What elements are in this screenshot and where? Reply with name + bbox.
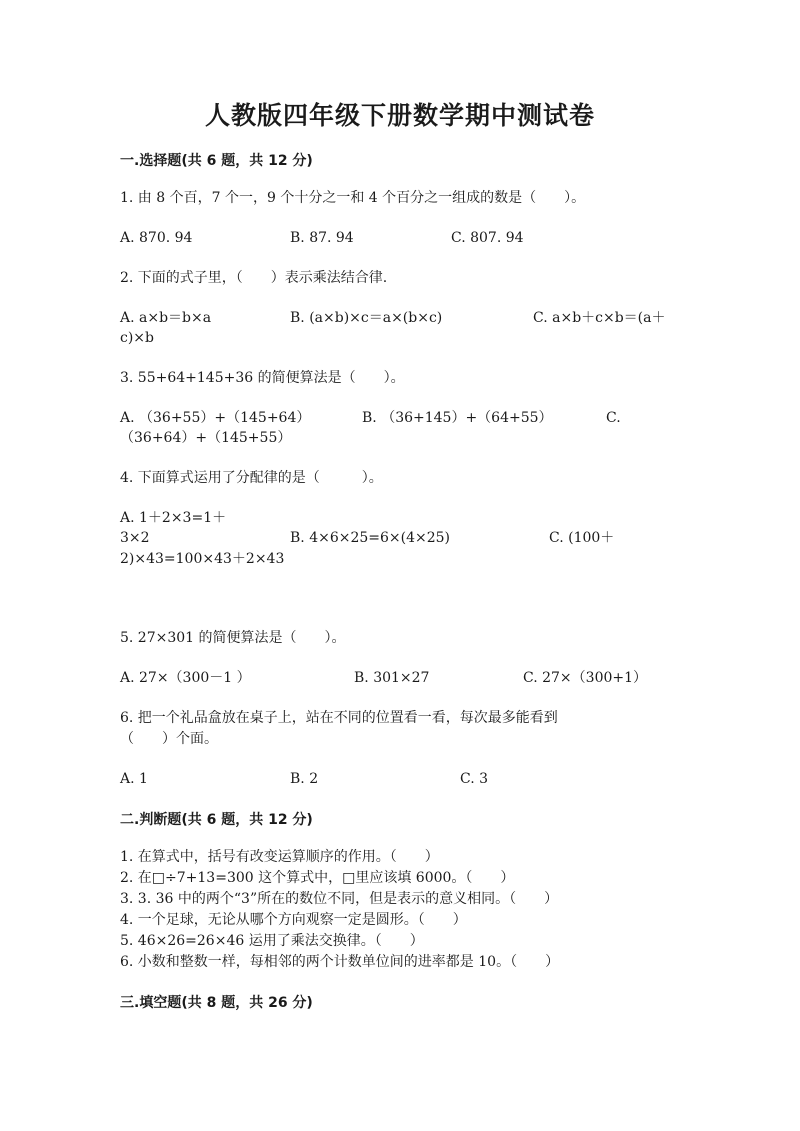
question-6-cont: （ ）个面。 <box>120 731 218 747</box>
tf-item: 2. 在□÷7+13=300 这个算式中，□里应该填 6000。（ ） <box>120 870 515 886</box>
question-1: 1. 由 8 个百，7 个一，9 个十分之一和 4 个百分之一组成的数是（ ）。 <box>120 190 586 206</box>
section-heading-fill-in: 三.填空题(共 8 题，共 26 分) <box>120 995 313 1011</box>
q4-option-c: C. (100＋ <box>549 530 615 546</box>
section-heading-true-false: 二.判断题(共 6 题，共 12 分) <box>120 812 313 828</box>
q2-option-c-cont: c)×b <box>120 330 154 346</box>
q6-option-a: A. 1 <box>120 771 148 787</box>
q3-option-c-cont: （36+64）+（145+55） <box>120 430 292 446</box>
question-5: 5. 27×301 的简便算法是（ ）。 <box>120 630 346 646</box>
q1-option-c: C. 807. 94 <box>451 230 524 246</box>
page-title: 人教版四年级下册数学期中测试卷 <box>204 101 595 130</box>
section-heading-choice: 一.选择题(共 6 题，共 12 分) <box>120 153 313 169</box>
q4-option-a-cont: 3×2 <box>120 530 150 546</box>
q4-option-b: B. 4×6×25=6×(4×25) <box>290 530 451 546</box>
q1-option-b: B. 87. 94 <box>290 230 354 246</box>
tf-item: 5. 46×26=26×46 运用了乘法交换律。（ ） <box>120 933 424 949</box>
q2-option-b: B. (a×b)×c＝a×(b×c) <box>290 310 443 326</box>
question-2: 2. 下面的式子里，（ ）表示乘法结合律. <box>120 270 388 286</box>
q2-option-c: C. a×b＋c×b＝(a＋ <box>533 310 666 326</box>
question-6: 6. 把一个礼品盒放在桌子上，站在不同的位置看一看，每次最多能看到 <box>120 710 558 726</box>
tf-item: 1. 在算式中，括号有改变运算顺序的作用。（ ） <box>120 849 439 865</box>
q3-option-b: B. （36+145）+（64+55） <box>362 410 553 426</box>
q4-option-a: A. 1＋2×3=1＋ <box>120 510 227 526</box>
q3-option-c: C. <box>606 410 621 426</box>
q6-option-c: C. 3 <box>460 771 489 787</box>
tf-item: 4. 一个足球，无论从哪个方向观察一定是圆形。（ ） <box>120 912 467 928</box>
q3-option-a: A. （36+55）+（145+64） <box>120 410 311 426</box>
q1-option-a: A. 870. 94 <box>120 230 193 246</box>
question-3: 3. 55+64+145+36 的简便算法是（ ）。 <box>120 370 405 386</box>
q5-option-b: B. 301×27 <box>354 670 430 686</box>
q5-option-c: C. 27×（300+1） <box>523 670 648 686</box>
q2-option-a: A. a×b＝b×a <box>120 310 212 326</box>
q6-option-b: B. 2 <box>290 771 319 787</box>
q5-option-a: A. 27×（300－1 ） <box>120 670 251 686</box>
tf-item: 3. 3. 36 中的两个“3”所在的数位不同，但是表示的意义相同。（ ） <box>120 891 559 907</box>
tf-item: 6. 小数和整数一样，每相邻的两个计数单位间的进率都是 10。（ ） <box>120 954 560 970</box>
question-4: 4. 下面算式运用了分配律的是（ ）。 <box>120 470 383 486</box>
q4-option-c-cont: 2)×43=100×43＋2×43 <box>120 551 285 567</box>
